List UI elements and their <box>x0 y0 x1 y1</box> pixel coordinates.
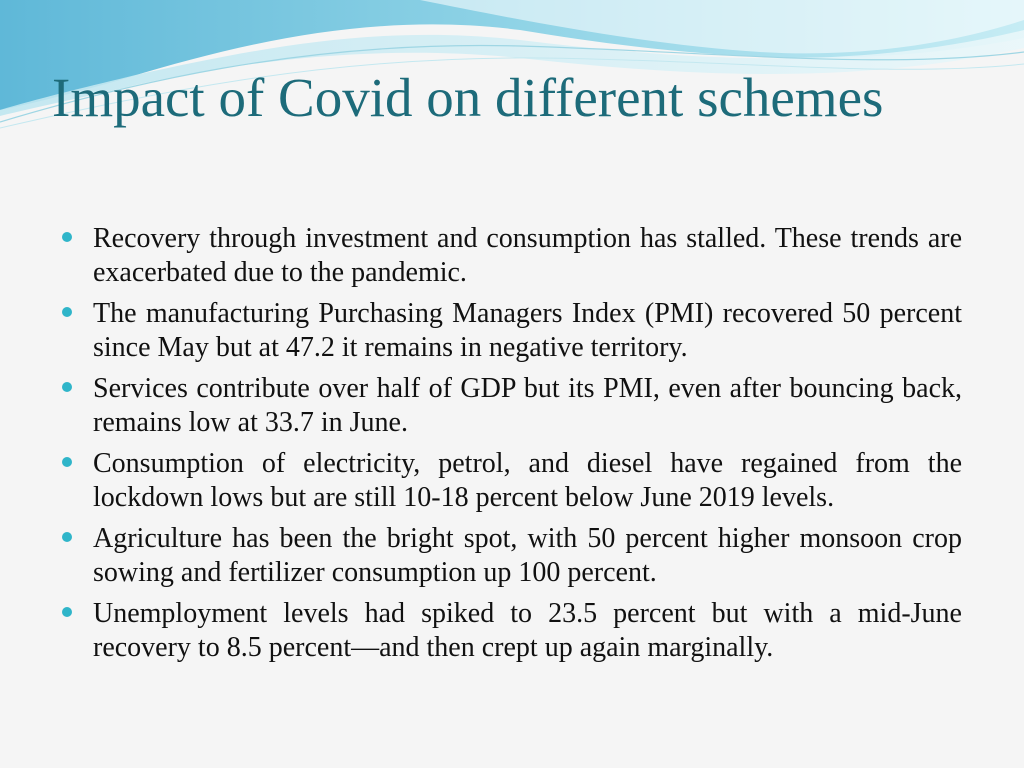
bullet-dot-icon <box>62 307 72 317</box>
bullet-item <box>62 222 962 290</box>
bullet-list <box>62 222 962 672</box>
bullet-item <box>62 372 962 440</box>
bullet-item <box>62 597 962 665</box>
bullet-dot-icon <box>62 607 72 617</box>
bullet-item <box>62 522 962 590</box>
bullet-item <box>62 447 962 515</box>
slide-title: Impact of Covid on different schemes <box>52 67 884 128</box>
bullet-dot-icon <box>62 232 72 242</box>
bullet-item <box>62 297 962 365</box>
bullet-dot-icon <box>62 457 72 467</box>
bullet-dot-icon <box>62 532 72 542</box>
bullet-text: Recovery through investment and consumption has stalled. These trends are exacerbated due to the pandemic. <box>93 223 962 288</box>
bullet-text: Unemployment levels had spiked to 23.5 percent but with a mid-June recovery to 8.5 percent—and then crept up again marginally. <box>93 598 962 663</box>
bullet-text: The manufacturing Purchasing Managers Index (PMI) recovered 50 percent since May but at 47.2 it remains in negative territory. <box>93 298 962 363</box>
bullet-text: Services contribute over half of GDP but its PMI, even after bouncing back, remains low at 33.7 in June. <box>93 373 962 438</box>
bullet-text: Agriculture has been the bright spot, with 50 percent higher monsoon crop sowing and fertilizer consumption up 100 percent. <box>93 523 962 588</box>
bullet-dot-icon <box>62 382 72 392</box>
bullet-text: Consumption of electricity, petrol, and diesel have regained from the lockdown lows but are still 10-18 percent below June 2019 levels. <box>93 448 962 513</box>
